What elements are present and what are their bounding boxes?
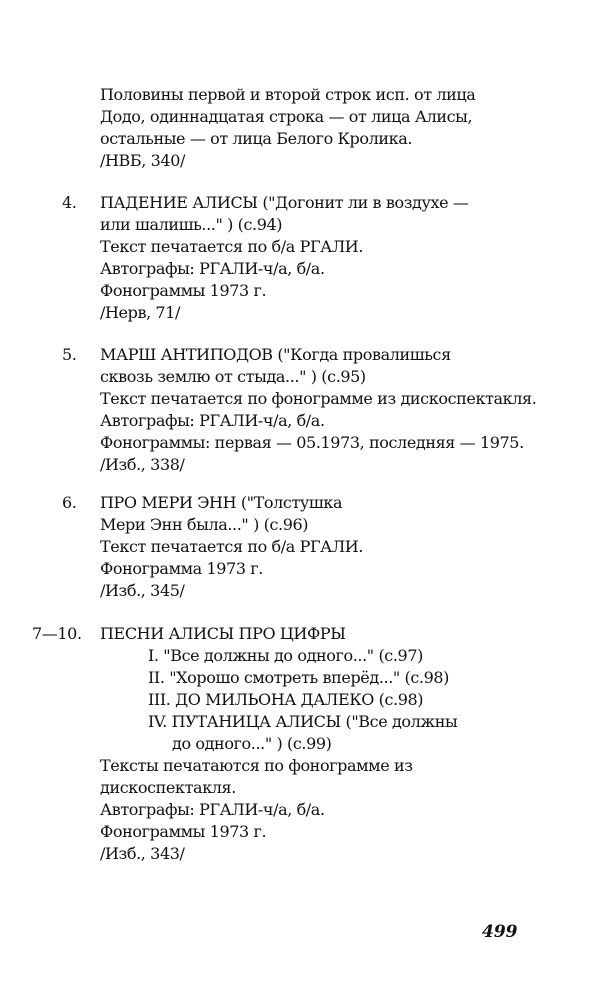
entry-subline: до одного..." ) (с.99) [172,734,332,753]
entry-line: Фонограммы 1973 г. [100,822,267,841]
entry-number: 4. [62,193,77,212]
entry-line: Фонограммы: первая — 05.1973, последняя — 1975. [100,433,524,452]
entry-number: 6. [62,493,77,512]
entry-line: /Изб., 345/ [100,581,185,600]
entry-title: ПРО МЕРИ ЭНН ("Толстушка [100,493,343,512]
entry-title: ПЕСНИ АЛИСЫ ПРО ЦИФРЫ [100,624,346,643]
intro-line: Додо, одиннадцатая строка — от лица Алисы, [100,107,473,126]
entry-number: 5. [62,345,77,364]
entry-line: Текст печатается по б/а РГАЛИ. [100,537,364,556]
intro-line: /НВБ, 340/ [100,151,185,170]
entry-subline: I. "Все должны до одного..." (с.97) [148,646,423,665]
entry-line: или шалишь..." ) (с.94) [100,215,283,234]
entry-line: /Нерв, 71/ [100,303,180,322]
entry-line: Фонограммы 1973 г. [100,281,267,300]
entry-subline: IV. ПУТАНИЦА АЛИСЫ ("Все должны [148,712,458,731]
intro-line: остальные — от лица Белого Кролика. [100,129,413,148]
page-number: 499 [482,922,518,942]
entry-title: МАРШ АНТИПОДОВ ("Когда провалишься [100,345,451,364]
entry-line: /Изб., 343/ [100,844,185,863]
entry-line: Текст печатается по фонограмме из дискоспектакля. [100,389,537,408]
entry-line: /Изб., 338/ [100,455,185,474]
entry-subline: III. ДО МИЛЬОНА ДАЛЕКО (с.98) [148,690,424,709]
entry-number: 7—10. [32,624,82,643]
entry-line: сквозь землю от стыда..." ) (с.95) [100,367,366,386]
entry-title: ПАДЕНИЕ АЛИСЫ ("Догонит ли в воздухе — [100,193,469,212]
intro-line: Половины первой и второй строк исп. от лица [100,85,476,104]
entry-line: дискоспектакля. [100,778,236,797]
entry-line: Текст печатается по б/а РГАЛИ. [100,237,364,256]
entry-line: Фонограмма 1973 г. [100,559,263,578]
entry-line: Автографы: РГАЛИ-ч/а, б/а. [100,800,325,819]
entry-line: Тексты печатаются по фонограмме из [100,756,413,775]
entry-line: Автографы: РГАЛИ-ч/а, б/а. [100,259,325,278]
entry-line: Автографы: РГАЛИ-ч/а, б/а. [100,411,325,430]
entry-subline: II. "Хорошо смотреть вперёд..." (с.98) [148,668,450,687]
entry-line: Мери Энн была..." ) (с.96) [100,515,309,534]
